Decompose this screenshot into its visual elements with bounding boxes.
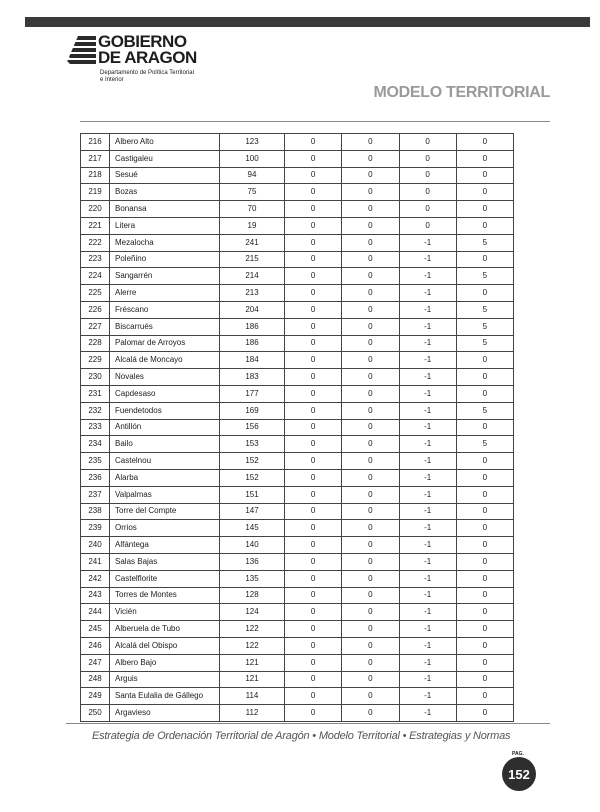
cell-value: 0 [342,654,399,671]
cell-value: 0 [342,301,399,318]
cell-municipality: Albero Alto [110,134,220,151]
cell-value: -1 [399,268,456,285]
cell-population: 204 [220,301,285,318]
table-row [81,637,514,654]
cell-value: 0 [456,134,513,151]
cell-number: 238 [81,503,110,520]
cell-value: 5 [456,436,513,453]
cell-value: 0 [399,184,456,201]
table-row [81,352,514,369]
table-row [81,520,514,537]
footer-text: Estrategia de Ordenación Territorial de Aragón • Modelo Territorial • Estrategias y Normas [92,730,511,742]
cell-municipality: Antillón [110,419,220,436]
cell-value: 0 [342,335,399,352]
cell-number: 236 [81,469,110,486]
cell-value: 0 [456,671,513,688]
cell-municipality: Salas Bajas [110,553,220,570]
cell-number: 231 [81,385,110,402]
cell-value: 0 [342,385,399,402]
cell-municipality: Biscarrués [110,318,220,335]
cell-population: 145 [220,520,285,537]
table-row [81,654,514,671]
cell-value: 0 [456,385,513,402]
cell-population: 214 [220,268,285,285]
table-row [81,453,514,470]
table-row [81,688,514,705]
cell-population: 123 [220,134,285,151]
cell-value: 0 [342,486,399,503]
cell-value: 0 [456,705,513,722]
cell-population: 184 [220,352,285,369]
cell-municipality: Bailo [110,436,220,453]
cell-population: 169 [220,402,285,419]
cell-population: 114 [220,688,285,705]
cell-value: 0 [456,587,513,604]
cell-value: 0 [342,537,399,554]
cell-value: 5 [456,318,513,335]
cell-number: 242 [81,570,110,587]
cell-population: 140 [220,537,285,554]
header-bar [25,17,590,27]
cell-value: 0 [342,671,399,688]
cell-municipality: Vicién [110,604,220,621]
table-row [81,134,514,151]
cell-number: 218 [81,167,110,184]
cell-value: 0 [342,688,399,705]
cell-number: 232 [81,402,110,419]
cell-number: 224 [81,268,110,285]
table-row [81,705,514,722]
cell-municipality: Bonansa [110,201,220,218]
cell-value: -1 [399,537,456,554]
cell-value: 0 [285,621,342,638]
cell-value: 0 [456,167,513,184]
cell-value: 0 [342,453,399,470]
cell-value: 0 [285,570,342,587]
table-row [81,385,514,402]
cell-value: 0 [285,520,342,537]
cell-number: 234 [81,436,110,453]
cell-value: 0 [285,268,342,285]
cell-value: 0 [456,201,513,218]
cell-value: 0 [456,604,513,621]
cell-value: 0 [285,469,342,486]
cell-value: -1 [399,553,456,570]
cell-value: 0 [342,352,399,369]
cell-value: 0 [285,134,342,151]
table-row [81,587,514,604]
cell-value: 0 [342,234,399,251]
cell-population: 153 [220,436,285,453]
cell-value: -1 [399,621,456,638]
cell-population: 151 [220,486,285,503]
cell-municipality: Albero Bajo [110,654,220,671]
cell-value: 0 [285,318,342,335]
cell-value: 0 [342,134,399,151]
cell-municipality: Capdesaso [110,385,220,402]
cell-municipality: Torre del Compte [110,503,220,520]
cell-value: 0 [456,688,513,705]
cell-number: 221 [81,217,110,234]
table-row [81,335,514,352]
cell-municipality: Alcalá del Obispo [110,637,220,654]
aragon-stripes-icon [66,34,96,64]
cell-value: 0 [342,503,399,520]
table-row [81,318,514,335]
cell-municipality: Orrios [110,520,220,537]
cell-municipality: Alfántega [110,537,220,554]
cell-population: 19 [220,217,285,234]
cell-population: 186 [220,335,285,352]
cell-value: -1 [399,251,456,268]
cell-value: 0 [456,453,513,470]
cell-number: 217 [81,150,110,167]
cell-value: 0 [285,352,342,369]
cell-number: 250 [81,705,110,722]
cell-municipality: Alarba [110,469,220,486]
logo-title-line2: DE ARAGON [98,48,197,67]
cell-value: 0 [342,469,399,486]
page-number: 152 [502,757,536,791]
table-row [81,419,514,436]
cell-value: -1 [399,654,456,671]
cell-value: 0 [399,217,456,234]
cell-value: 0 [285,705,342,722]
cell-value: 0 [342,604,399,621]
cell-value: -1 [399,234,456,251]
cell-value: 5 [456,335,513,352]
cell-value: 0 [456,150,513,167]
cell-population: 183 [220,369,285,386]
cell-value: 0 [456,369,513,386]
cell-value: 0 [285,167,342,184]
cell-value: 0 [285,234,342,251]
cell-value: 0 [342,705,399,722]
cell-value: 0 [285,503,342,520]
cell-value: 0 [285,654,342,671]
cell-value: 0 [285,419,342,436]
cell-value: -1 [399,436,456,453]
cell-value: 0 [456,217,513,234]
cell-number: 228 [81,335,110,352]
cell-population: 70 [220,201,285,218]
cell-value: 0 [456,352,513,369]
cell-number: 246 [81,637,110,654]
table-row [81,469,514,486]
cell-municipality: Santa Eulalia de Gállego [110,688,220,705]
cell-number: 249 [81,688,110,705]
cell-number: 229 [81,352,110,369]
cell-population: 136 [220,553,285,570]
cell-value: 0 [456,486,513,503]
cell-municipality: Castelflorite [110,570,220,587]
cell-number: 245 [81,621,110,638]
cell-population: 122 [220,637,285,654]
cell-value: 0 [456,537,513,554]
cell-population: 75 [220,184,285,201]
table-row [81,436,514,453]
cell-value: 0 [342,419,399,436]
table-row [81,621,514,638]
cell-number: 241 [81,553,110,570]
cell-municipality: Alberuela de Tubo [110,621,220,638]
cell-value: 0 [342,268,399,285]
cell-value: 0 [285,537,342,554]
cell-value: 0 [285,217,342,234]
cell-value: -1 [399,503,456,520]
municipality-table [80,133,514,722]
cell-value: 0 [399,134,456,151]
cell-value: 0 [342,436,399,453]
cell-value: 0 [342,167,399,184]
cell-number: 226 [81,301,110,318]
cell-municipality: Torres de Montes [110,587,220,604]
cell-value: 5 [456,301,513,318]
cell-value: -1 [399,587,456,604]
cell-value: 5 [456,402,513,419]
table-row [81,251,514,268]
cell-number: 237 [81,486,110,503]
cell-municipality: Sesué [110,167,220,184]
table-row [81,201,514,218]
cell-value: 0 [342,251,399,268]
table-row [81,503,514,520]
cell-value: 5 [456,268,513,285]
cell-value: 0 [456,285,513,302]
cell-population: 177 [220,385,285,402]
cell-population: 135 [220,570,285,587]
cell-value: 0 [285,671,342,688]
cell-value: 0 [342,637,399,654]
table-row [81,553,514,570]
cell-population: 124 [220,604,285,621]
cell-value: 0 [456,553,513,570]
cell-population: 94 [220,167,285,184]
table-row [81,486,514,503]
cell-number: 219 [81,184,110,201]
cell-value: 0 [342,217,399,234]
cell-value: 0 [456,621,513,638]
cell-municipality: Fuendetodos [110,402,220,419]
cell-value: 0 [285,553,342,570]
cell-value: 0 [285,587,342,604]
cell-value: 0 [456,419,513,436]
table-row [81,150,514,167]
cell-population: 147 [220,503,285,520]
cell-number: 239 [81,520,110,537]
cell-population: 121 [220,654,285,671]
cell-value: 0 [285,150,342,167]
cell-value: -1 [399,671,456,688]
logo-title-line1: GOBIERNO [98,32,187,51]
cell-municipality: Argavieso [110,705,220,722]
table-row [81,184,514,201]
cell-value: -1 [399,419,456,436]
table-row [81,604,514,621]
cell-value: 0 [399,150,456,167]
table-row [81,537,514,554]
cell-value: 0 [342,150,399,167]
department-line2: e Interior [100,77,124,83]
cell-number: 233 [81,419,110,436]
cell-value: 0 [285,637,342,654]
table-row [81,285,514,302]
cell-value: 0 [342,553,399,570]
cell-value: 0 [342,587,399,604]
cell-municipality: Alerre [110,285,220,302]
cell-value: 0 [342,520,399,537]
cell-value: -1 [399,469,456,486]
cell-value: 0 [342,285,399,302]
cell-value: 0 [285,201,342,218]
cell-number: 235 [81,453,110,470]
table-row [81,234,514,251]
cell-population: 152 [220,469,285,486]
cell-value: 0 [342,570,399,587]
page-label: PAG. [512,751,524,757]
cell-municipality: Novales [110,369,220,386]
cell-value: 0 [285,688,342,705]
cell-value: 0 [285,335,342,352]
cell-value: 0 [342,318,399,335]
cell-value: 0 [285,184,342,201]
cell-value: 0 [456,637,513,654]
cell-number: 227 [81,318,110,335]
section-title: MODELO TERRITORIAL [373,84,550,101]
section-divider [80,121,550,122]
cell-number: 223 [81,251,110,268]
cell-number: 222 [81,234,110,251]
cell-value: 0 [342,201,399,218]
cell-number: 243 [81,587,110,604]
cell-value: 0 [456,503,513,520]
table-row [81,671,514,688]
cell-population: 112 [220,705,285,722]
cell-municipality: Bozas [110,184,220,201]
footer-divider [66,723,550,724]
cell-value: 0 [342,621,399,638]
cell-population: 100 [220,150,285,167]
table-row [81,369,514,386]
cell-value: -1 [399,486,456,503]
table-row [81,402,514,419]
cell-number: 248 [81,671,110,688]
logo [66,34,216,96]
cell-population: 215 [220,251,285,268]
cell-population: 128 [220,587,285,604]
cell-value: 0 [285,369,342,386]
cell-municipality: Mezalocha [110,234,220,251]
cell-value: 0 [285,385,342,402]
cell-municipality: Alcalá de Moncayo [110,352,220,369]
cell-municipality: Valpalmas [110,486,220,503]
cell-value: 0 [285,486,342,503]
cell-population: 122 [220,621,285,638]
cell-value: -1 [399,369,456,386]
cell-value: -1 [399,688,456,705]
cell-value: -1 [399,705,456,722]
cell-value: -1 [399,570,456,587]
cell-value: -1 [399,385,456,402]
cell-municipality: Arguis [110,671,220,688]
cell-number: 240 [81,537,110,554]
cell-number: 244 [81,604,110,621]
cell-value: 0 [285,402,342,419]
cell-value: -1 [399,335,456,352]
cell-municipality: Litera [110,217,220,234]
cell-municipality: Castelnou [110,453,220,470]
cell-value: 0 [456,570,513,587]
cell-value: 0 [456,469,513,486]
table-row [81,570,514,587]
cell-number: 230 [81,369,110,386]
cell-value: 0 [285,301,342,318]
cell-value: -1 [399,520,456,537]
cell-number: 247 [81,654,110,671]
cell-municipality: Sangarrén [110,268,220,285]
cell-value: 0 [342,402,399,419]
cell-population: 152 [220,453,285,470]
department-line1: Departamento de Política Territorial [100,70,194,76]
cell-value: -1 [399,301,456,318]
cell-value: 0 [456,184,513,201]
cell-municipality: Castigaleu [110,150,220,167]
cell-number: 225 [81,285,110,302]
cell-population: 241 [220,234,285,251]
cell-value: 5 [456,234,513,251]
cell-value: 0 [456,520,513,537]
cell-value: 0 [285,251,342,268]
cell-municipality: Palomar de Arroyos [110,335,220,352]
cell-value: -1 [399,285,456,302]
cell-value: -1 [399,352,456,369]
cell-number: 216 [81,134,110,151]
cell-value: 0 [342,184,399,201]
cell-value: 0 [285,453,342,470]
table-row [81,301,514,318]
cell-value: -1 [399,318,456,335]
cell-population: 156 [220,419,285,436]
cell-value: 0 [456,251,513,268]
cell-value: 0 [456,654,513,671]
cell-value: 0 [285,436,342,453]
cell-population: 121 [220,671,285,688]
cell-value: -1 [399,402,456,419]
cell-value: -1 [399,637,456,654]
table-row [81,268,514,285]
table-row [81,167,514,184]
table-row [81,217,514,234]
cell-number: 220 [81,201,110,218]
cell-municipality: Fréscano [110,301,220,318]
cell-value: 0 [285,285,342,302]
cell-value: -1 [399,453,456,470]
cell-population: 213 [220,285,285,302]
cell-population: 186 [220,318,285,335]
cell-value: 0 [399,201,456,218]
cell-value: -1 [399,604,456,621]
cell-municipality: Poleñino [110,251,220,268]
cell-value: 0 [342,369,399,386]
cell-value: 0 [285,604,342,621]
cell-value: 0 [399,167,456,184]
